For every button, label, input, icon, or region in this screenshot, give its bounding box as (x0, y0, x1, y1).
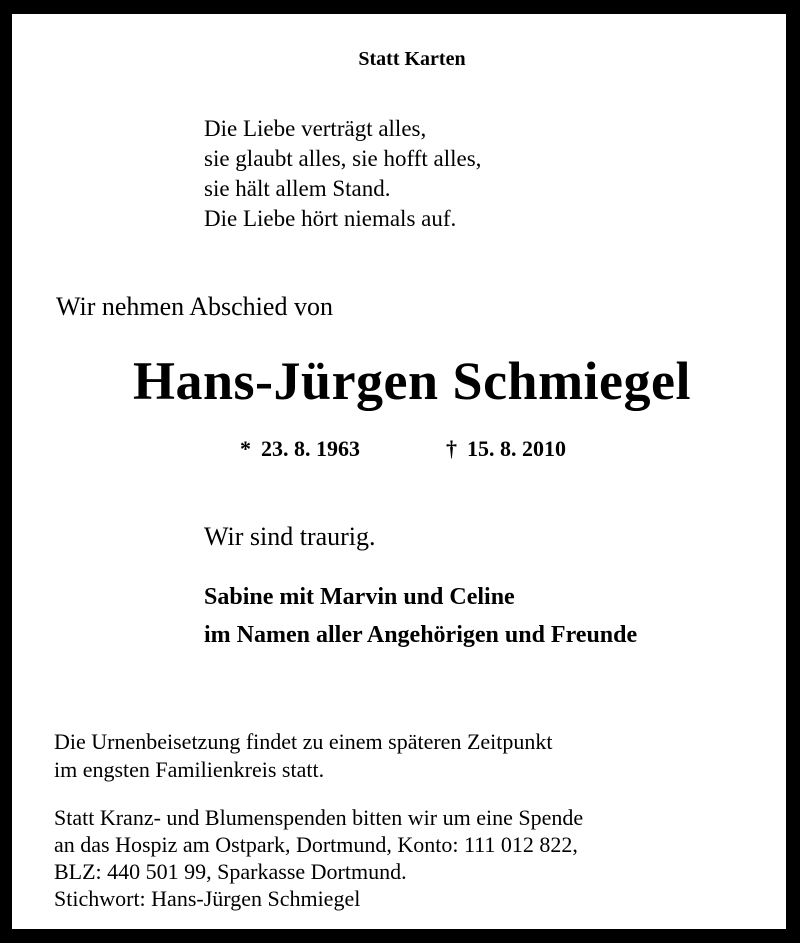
heading: Statt Karten (358, 48, 466, 70)
deceased-name: Hans-Jürgen Schmiegel (133, 351, 691, 411)
donation-line: an das Hospiz am Ostpark, Dortmund, Konto: 111 012 822, (54, 832, 578, 857)
death-symbol: † (446, 436, 457, 461)
birth-symbol: * (240, 436, 251, 461)
urn-line: Die Urnenbeisetzung findet zu einem späteren Zeitpunkt (54, 729, 553, 754)
poem (204, 114, 481, 234)
intro-text: Wir nehmen Abschied von (56, 292, 333, 321)
death-date: 15. 8. 2010 (467, 436, 566, 461)
donation-line: Statt Kranz- und Blumenspenden bitten wir um eine Spende (54, 805, 584, 830)
death-date-group (446, 436, 566, 462)
poem-line: Die Liebe hört niemals auf. (204, 206, 457, 231)
donation-notice (54, 804, 583, 912)
urn-line: im engsten Familienkreis statt. (54, 757, 325, 782)
donation-line: BLZ: 440 501 99, Sparkasse Dortmund. (54, 859, 407, 884)
donation-line: Stichwort: Hans-Jürgen Schmiegel (54, 886, 361, 911)
birth-date: 23. 8. 1963 (261, 436, 360, 461)
family-line: Sabine mit Marvin und Celine (204, 584, 515, 610)
sad-text: Wir sind traurig. (204, 522, 376, 551)
family-line: im Namen aller Angehörigen und Freunde (204, 622, 638, 648)
poem-line: sie glaubt alles, sie hofft alles, (204, 146, 482, 171)
urn-notice (54, 728, 553, 784)
birth-date-group (240, 436, 360, 462)
poem-line: Die Liebe verträgt alles, (204, 116, 427, 141)
poem-line: sie hält allem Stand. (204, 176, 391, 201)
family-signature (204, 578, 637, 654)
